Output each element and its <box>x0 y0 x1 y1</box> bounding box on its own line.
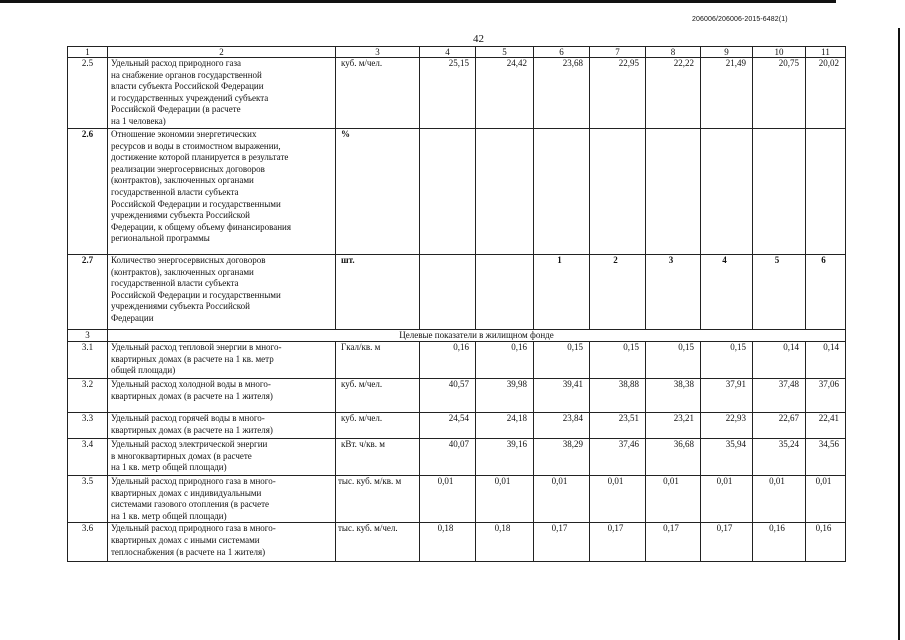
section-title: Целевые показатели в жилищном фонде <box>108 330 846 342</box>
value-cell: 1 <box>534 255 590 330</box>
value-cell: 38,38 <box>646 379 701 413</box>
value-cell: 0,16 <box>420 342 476 379</box>
table-row <box>68 413 846 439</box>
value-cell: 20,75 <box>753 58 806 129</box>
value-cell <box>476 129 534 255</box>
row-number: 2.6 <box>68 129 108 255</box>
document-id: 206006/206006-2015-6482(1) <box>692 16 788 23</box>
value-cell: 0,15 <box>646 342 701 379</box>
value-cell: 22,22 <box>646 58 701 129</box>
indicator-name: Удельный расход холодной воды в много- квартирных домах (в расчете на 1 жителя) <box>108 379 336 413</box>
column-header: 7 <box>590 47 646 58</box>
table-header-row <box>68 47 846 58</box>
page-number: 42 <box>473 33 484 45</box>
value-cell: 23,51 <box>590 413 646 439</box>
table-row <box>68 523 846 562</box>
unit-cell: шт. <box>336 255 420 330</box>
indicators-table <box>67 46 846 562</box>
unit-cell: тыс. куб. м/чел. <box>336 523 420 562</box>
column-header: 9 <box>701 47 753 58</box>
value-cell: 23,68 <box>534 58 590 129</box>
unit-cell: куб. м/чел. <box>336 413 420 439</box>
value-cell: 0,01 <box>646 476 701 523</box>
indicator-name: Удельный расход электрической энергии в многоквартирных домах (в расчете на 1 кв. метр общей площади) <box>108 439 336 476</box>
value-cell <box>701 129 753 255</box>
section-row <box>68 330 846 342</box>
indicator-name: Количество энергосервисных договоров (контрактов), заключенных органами государственной власти субъекта Российской Федерации и государственными учреждениями субъекта Российской Федерации <box>108 255 336 330</box>
value-cell: 0,15 <box>534 342 590 379</box>
value-cell: 0,17 <box>590 523 646 562</box>
row-number: 3.5 <box>68 476 108 523</box>
value-cell: 38,29 <box>534 439 590 476</box>
value-cell: 6 <box>806 255 846 330</box>
indicator-name: Удельный расход природного газа на снабжение органов государственной власти субъекта Российской Федерации и государственных учреждений субъекта Российской Федерации (в расчете на 1 человека) <box>108 58 336 129</box>
column-header: 6 <box>534 47 590 58</box>
value-cell: 39,16 <box>476 439 534 476</box>
value-cell: 0,16 <box>806 523 846 562</box>
value-cell: 0,15 <box>701 342 753 379</box>
value-cell: 22,93 <box>701 413 753 439</box>
value-cell: 0,01 <box>420 476 476 523</box>
value-cell: 0,01 <box>476 476 534 523</box>
value-cell: 24,54 <box>420 413 476 439</box>
column-header: 4 <box>420 47 476 58</box>
row-number: 3.1 <box>68 342 108 379</box>
value-cell: 0,18 <box>420 523 476 562</box>
table-row <box>68 439 846 476</box>
value-cell: 0,17 <box>701 523 753 562</box>
value-cell: 0,17 <box>646 523 701 562</box>
indicator-name: Удельный расход тепловой энергии в много- квартирных домах (в расчете на 1 кв. метр общей площади) <box>108 342 336 379</box>
value-cell: 0,01 <box>753 476 806 523</box>
value-cell: 0,18 <box>476 523 534 562</box>
row-number: 3.6 <box>68 523 108 562</box>
value-cell: 36,68 <box>646 439 701 476</box>
indicator-name: Удельный расход природного газа в много- квартирных домах с индивидуальными системами газового отопления (в расчете на 1 кв. метр общей площади) <box>108 476 336 523</box>
value-cell: 2 <box>590 255 646 330</box>
column-header: 3 <box>336 47 420 58</box>
column-header: 8 <box>646 47 701 58</box>
value-cell: 22,41 <box>806 413 846 439</box>
value-cell: 4 <box>701 255 753 330</box>
value-cell: 40,57 <box>420 379 476 413</box>
column-header: 11 <box>806 47 846 58</box>
indicator-name: Удельный расход природного газа в много- квартирных домах с иными системами теплоснабжения (в расчете на 1 жителя) <box>108 523 336 562</box>
value-cell: 0,14 <box>806 342 846 379</box>
section-number: 3 <box>68 330 108 342</box>
value-cell: 20,02 <box>806 58 846 129</box>
value-cell: 0,01 <box>534 476 590 523</box>
value-cell: 37,91 <box>701 379 753 413</box>
value-cell <box>753 129 806 255</box>
value-cell <box>420 129 476 255</box>
unit-cell: тыс. куб. м/кв. м <box>336 476 420 523</box>
value-cell: 37,46 <box>590 439 646 476</box>
value-cell <box>646 129 701 255</box>
value-cell: 23,84 <box>534 413 590 439</box>
value-cell: 21,49 <box>701 58 753 129</box>
table-row <box>68 476 846 523</box>
unit-cell: кВт. ч/кв. м <box>336 439 420 476</box>
value-cell: 35,24 <box>753 439 806 476</box>
unit-cell: % <box>336 129 420 255</box>
row-number: 3.3 <box>68 413 108 439</box>
value-cell <box>590 129 646 255</box>
column-header: 5 <box>476 47 534 58</box>
table-row <box>68 379 846 413</box>
value-cell: 0,14 <box>753 342 806 379</box>
value-cell: 0,16 <box>753 523 806 562</box>
value-cell: 40,07 <box>420 439 476 476</box>
value-cell: 22,95 <box>590 58 646 129</box>
value-cell: 39,41 <box>534 379 590 413</box>
unit-cell: Гкал/кв. м <box>336 342 420 379</box>
value-cell: 0,01 <box>806 476 846 523</box>
value-cell: 0,16 <box>476 342 534 379</box>
value-cell: 24,18 <box>476 413 534 439</box>
column-header: 1 <box>68 47 108 58</box>
value-cell: 0,01 <box>590 476 646 523</box>
value-cell: 25,15 <box>420 58 476 129</box>
value-cell <box>806 129 846 255</box>
table-row <box>68 255 846 330</box>
value-cell: 39,98 <box>476 379 534 413</box>
right-border-line <box>898 28 900 640</box>
column-header: 10 <box>753 47 806 58</box>
indicator-name: Удельный расход горячей воды в много- квартирных домах (в расчете на 1 жителя) <box>108 413 336 439</box>
top-border-line <box>0 0 836 3</box>
value-cell: 22,67 <box>753 413 806 439</box>
value-cell: 0,15 <box>590 342 646 379</box>
row-number: 2.7 <box>68 255 108 330</box>
row-number: 3.4 <box>68 439 108 476</box>
value-cell: 24,42 <box>476 58 534 129</box>
value-cell: 23,21 <box>646 413 701 439</box>
unit-cell: куб. м/чел. <box>336 379 420 413</box>
table-row <box>68 129 846 255</box>
value-cell: 34,56 <box>806 439 846 476</box>
value-cell: 0,17 <box>534 523 590 562</box>
row-number: 3.2 <box>68 379 108 413</box>
column-header: 2 <box>108 47 336 58</box>
value-cell: 5 <box>753 255 806 330</box>
indicator-name: Отношение экономии энергетических ресурсов и воды в стоимостном выражении, достижение которой планируется в результате реализации энергосервисных договоров (контрактов), заключенных органами государственной власти субъекта Российской Федерации и государственными учреждениями субъекта Российской Федерации, к общему объему финансирования региональной программы <box>108 129 336 255</box>
value-cell: 3 <box>646 255 701 330</box>
table-row <box>68 342 846 379</box>
value-cell: 37,06 <box>806 379 846 413</box>
value-cell: 38,88 <box>590 379 646 413</box>
value-cell <box>534 129 590 255</box>
value-cell <box>420 255 476 330</box>
value-cell: 0,01 <box>701 476 753 523</box>
value-cell <box>476 255 534 330</box>
value-cell: 35,94 <box>701 439 753 476</box>
row-number: 2.5 <box>68 58 108 129</box>
unit-cell: куб. м/чел. <box>336 58 420 129</box>
value-cell: 37,48 <box>753 379 806 413</box>
table-row <box>68 58 846 129</box>
